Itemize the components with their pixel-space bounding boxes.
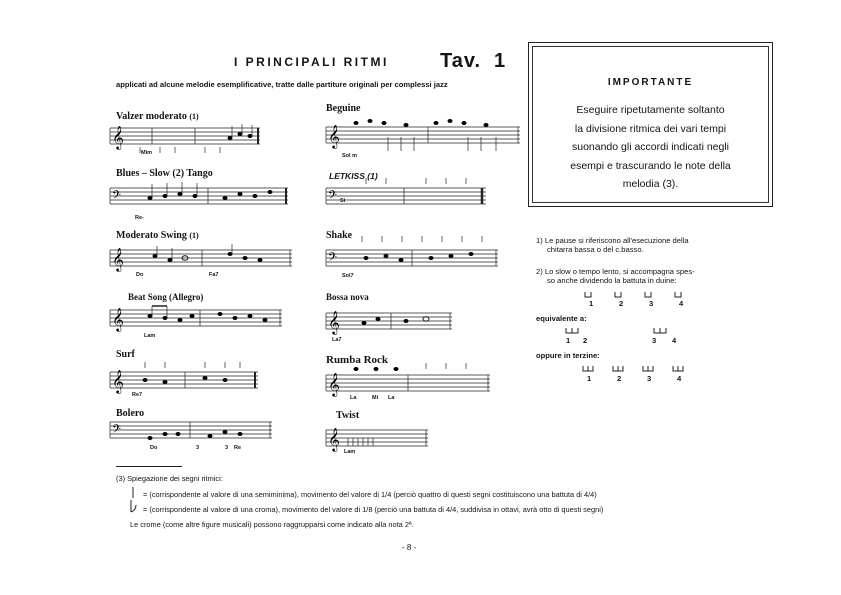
tav-label: Tav. — [440, 50, 482, 72]
svg-text:𝄞: 𝄞 — [328, 427, 340, 451]
svg-text:𝄞: 𝄞 — [328, 124, 340, 148]
example-title: Shake — [326, 230, 353, 241]
tav-number: 1 — [494, 50, 506, 72]
svg-text:𝄞: 𝄞 — [112, 369, 124, 393]
footnote-rule — [116, 466, 182, 467]
count-2: 2 — [583, 336, 588, 345]
chord-label: La7 — [332, 337, 342, 343]
important-line: melodia (3). — [622, 178, 679, 190]
chord-label: Si — [340, 198, 346, 204]
svg-text:𝄞: 𝄞 — [112, 307, 124, 331]
page-number: - 8 - — [402, 543, 417, 552]
chord-label: La — [388, 395, 395, 401]
count-4: 4 — [679, 299, 684, 308]
footnote-line-2: = (corrispondente al valore di una croma), movimento del valore di 1/8 (perciò una battuta di 4/4, suddivisa in ottavi, avrà otto di questi segni) — [143, 505, 604, 514]
footnote-heading: (3) Spiegazione dei segni ritmici: — [116, 474, 223, 483]
oppure-label: oppure in terzine: — [536, 351, 600, 360]
music-staff — [110, 422, 275, 452]
svg-text:𝄢: 𝄢 — [328, 189, 338, 205]
svg-text:𝄢: 𝄢 — [328, 251, 338, 267]
equivalente-label: equivalente a: — [536, 314, 587, 323]
example-title: Moderato Swing (1) — [116, 230, 199, 241]
quarter-sign-icon — [132, 487, 136, 499]
note-line: 2) Lo slow o tempo lento, si accompagna spes- — [536, 267, 695, 276]
chord-label: 3 — [196, 445, 200, 451]
count-4: 4 — [672, 336, 677, 345]
svg-text:𝄞: 𝄞 — [328, 310, 340, 334]
note-line: 1) Le pause si riferiscono all'esecuzione della — [536, 236, 689, 245]
page-title: I PRINCIPALI RITMI — [234, 55, 389, 69]
chord-label: Mim — [141, 150, 152, 156]
eighth-sign-icon — [130, 500, 138, 514]
example-title: LETKISS (1) — [329, 171, 378, 181]
music-staff — [326, 427, 431, 460]
music-staff — [110, 307, 285, 340]
chord-label: Do — [150, 445, 158, 451]
important-line: suonando gli accordi indicati negli — [571, 141, 730, 153]
music-staff — [110, 188, 290, 218]
music-staff — [326, 310, 456, 343]
chord-label: Re7 — [132, 392, 143, 398]
chord-label: Re — [234, 445, 242, 451]
example-title: Rumba Rock — [326, 354, 389, 366]
svg-text:𝄞: 𝄞 — [112, 247, 124, 271]
chord-label: Re- — [135, 215, 144, 221]
chord-label: 3 — [225, 445, 229, 451]
chord-label: Lam — [344, 449, 356, 455]
chord-label: Do — [136, 272, 144, 278]
count-2: 2 — [617, 374, 622, 383]
example-title: Beat Song (Allegro) — [128, 292, 204, 302]
footnote-line-3: Le crome (come altre figure musicali) possono raggrupparsi come indicato alla nota 2ª. — [130, 520, 414, 529]
svg-text:𝄢: 𝄢 — [112, 189, 122, 205]
note-1 — [536, 236, 689, 254]
chord-label: Sol7 — [342, 273, 354, 279]
chord-label: Fa7 — [209, 272, 219, 278]
example-title: Bolero — [116, 408, 145, 419]
chord-label: Sol m — [342, 153, 357, 159]
count-4: 4 — [677, 374, 682, 383]
svg-text:𝄞: 𝄞 — [112, 125, 124, 149]
example-title: Bossa nova — [326, 292, 369, 302]
music-staff — [110, 125, 266, 158]
example-title: Beguine — [326, 103, 361, 114]
count-3: 3 — [649, 299, 654, 308]
count-3: 3 — [652, 336, 657, 345]
important-line: esempi e trascurando le note della — [570, 159, 731, 172]
chord-label: La — [350, 395, 357, 401]
important-box — [528, 42, 773, 207]
footnote-line-1: = (corrispondente al valore di una semiminima), movimento del valore di 1/4 (perciò quattro di questi segni costituiscono una battuta di 4/4) — [143, 490, 597, 499]
example-title: Twist — [336, 410, 360, 421]
count-1: 1 — [587, 374, 592, 383]
count-2: 2 — [619, 299, 624, 308]
svg-text:𝄢: 𝄢 — [112, 423, 122, 439]
duine-rhythm-symbols — [585, 292, 685, 300]
equivalente-rhythm-symbols — [566, 328, 666, 336]
example-title: Surf — [116, 349, 135, 360]
chord-label: Mi — [372, 395, 379, 401]
important-line: la divisione ritmica dei vari tempi — [574, 122, 727, 135]
example-title: Valzer moderato (1) — [116, 111, 199, 122]
note-line: so anche dividendo la battuta in duine: — [547, 276, 677, 285]
note-line: chitarra bassa o del c.basso. — [547, 245, 644, 254]
count-1: 1 — [566, 336, 571, 345]
important-title: IMPORTANTE — [607, 77, 694, 88]
svg-text:𝄞: 𝄞 — [328, 372, 340, 396]
example-title: Blues – Slow (2) Tango — [116, 168, 213, 179]
terzine-rhythm-symbols — [583, 366, 683, 374]
note-2 — [536, 267, 695, 285]
count-3: 3 — [647, 374, 652, 383]
count-1: 1 — [589, 299, 594, 308]
important-text — [539, 101, 762, 194]
important-line: Eseguire ripetutamente soltanto — [576, 104, 725, 116]
page-subtitle: applicati ad alcune melodie esemplificative, tratte dalle partiture originali per complessi jazz — [116, 80, 448, 89]
chord-label: Lam — [144, 333, 156, 339]
music-staff — [326, 188, 491, 218]
